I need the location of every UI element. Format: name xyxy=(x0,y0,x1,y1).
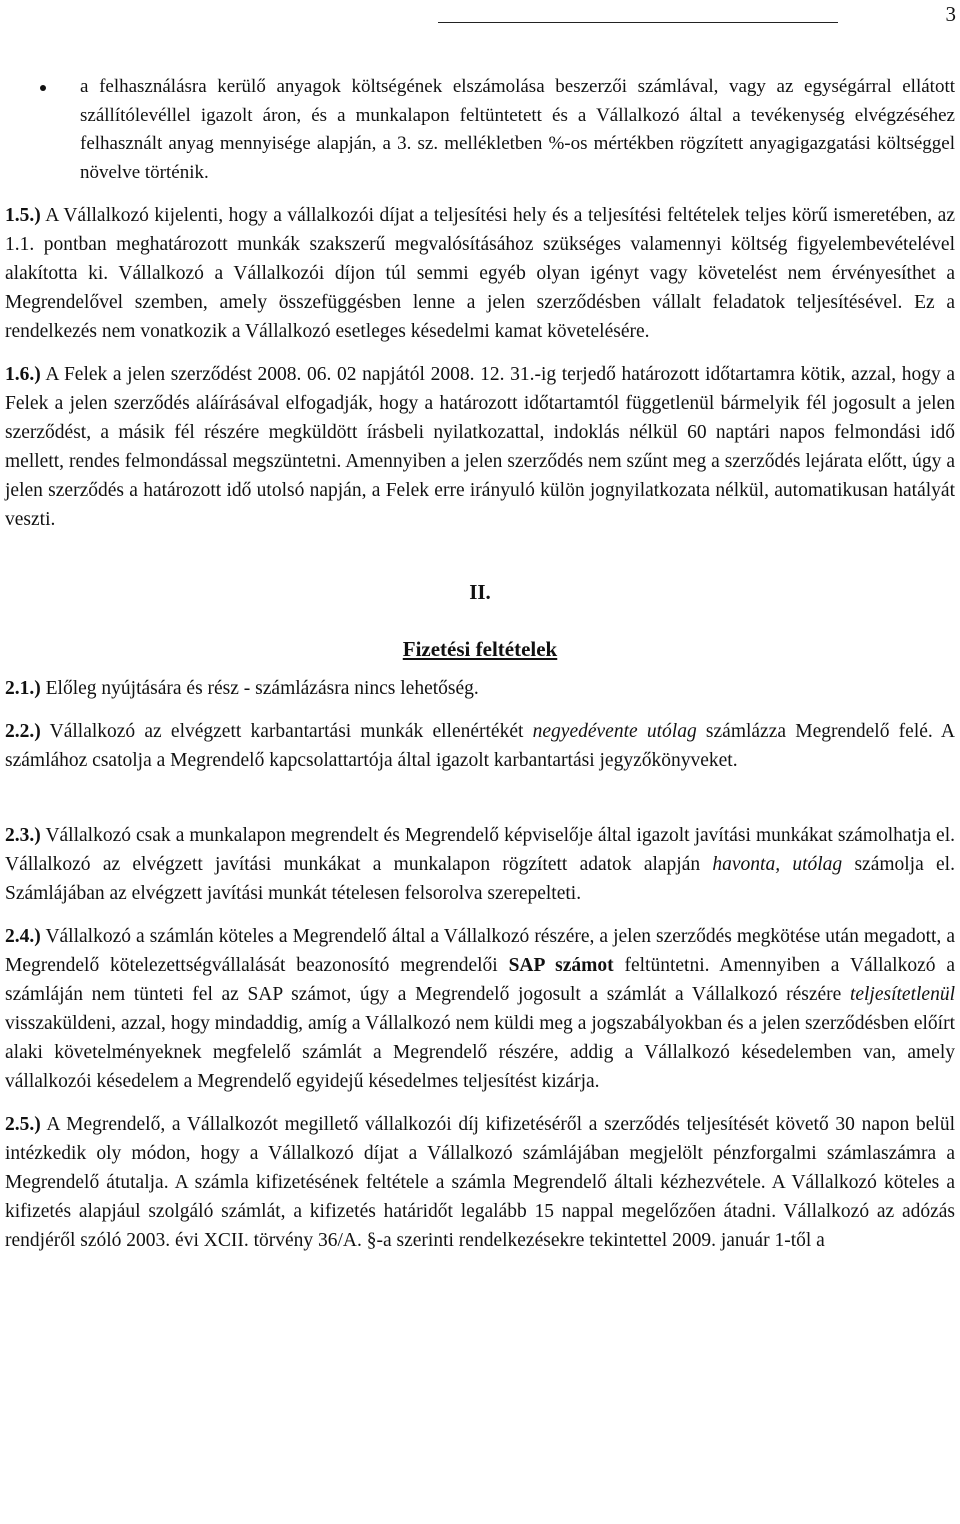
paragraph-text: számolja el. Számlájában az elvégzett javítási munkát tételesen felsorolva szerepelteti. xyxy=(5,854,955,904)
paragraph-number: 1.5.) xyxy=(5,205,41,226)
paragraph-text: Előleg nyújtására és rész - számlázásra nincs lehetőség. xyxy=(45,678,479,699)
paragraph-2-1 xyxy=(5,674,955,703)
bullet-text: a felhasználásra kerülő anyagok költségének elszámolása beszerzői számlával, vagy az egységárral ellátott szállítólevéllel igazolt áron, és a munkalapon feltüntetett és a Vállalkozó által a tevékenység elvégzéséhez felhasznált anyag mennyisége alapján, a 3. sz. mellékletben %-os mértékben rögzített anyagigazgatási költséggel növelve történik. xyxy=(80,76,955,183)
paragraph-text: Vállalkozó csak a munkalapon megrendelt és Megrendelő képviselője által igazolt javítási munkákat számolhatja el. Vállalkozó az elvégzett javítási munkákat a munkalapon rögzített adatok alapján xyxy=(5,825,955,875)
paragraph-2-4 xyxy=(5,922,955,1096)
paragraph-1-6 xyxy=(5,360,955,534)
paragraph-text: visszaküldeni, azzal, hogy mindaddig, amíg a Vállalkozó nem küldi meg a jogszabályokban és a jelen szerződésben előírt alaki követelményeknek megfelelő számlát a Megrendelő részére, addig a Vállalkozó késedelemben van, amely vállalkozói késedelem a Megrendelő egyidejű késedelmes teljesítést kizárja. xyxy=(5,1013,955,1092)
paragraph-text: feltüntetni. Amennyiben a Vállalkozó a számláján nem tünteti fel az SAP számot, úgy a Megrendelő jogosult a számlát a Vállalkozó részére xyxy=(5,955,955,1005)
section-number: II. xyxy=(469,580,491,604)
paragraph-2-3 xyxy=(5,821,955,908)
paragraph-2-5 xyxy=(5,1110,955,1255)
emphasis-text: havonta, utólag xyxy=(712,854,843,875)
emphasis-text: teljesítetlenül xyxy=(849,984,955,1005)
paragraph-text: A Vállalkozó kijelenti, hogy a vállalkozói díjat a teljesítési hely és a teljesítési feltételek teljes körű ismeretében, az 1.1. pontban meghatározott munkák szakszerű megvalósításához szükséges valamennyi költség figyelembevételével alakította ki. Vállalkozó a Vállalkozói díjon túl semmi egyéb olyan igényt vagy követelést nem érvényesíthet a Megrendelővel szemben, amely összefüggésben lenne a jelen szerződésben vállalt feladatok teljesítésével. Ez a rendelkezés nem vonatkozik a Vállalkozó esetleges késedelmi kamat követelésére. xyxy=(5,205,955,342)
emphasis-text: negyedévente utólag xyxy=(532,721,697,742)
paragraph-number: 1.6.) xyxy=(5,364,41,385)
paragraph-text: Vállalkozó a számlán köteles a Megrendelő által a Vállalkozó részére, a jelen szerződés megkötése után megadott, a Megrendelő kötelezettségvállalását beazonosító megrendelői xyxy=(5,926,955,976)
paragraph-number: 2.4.) xyxy=(5,926,41,947)
paragraph-2-2 xyxy=(5,717,955,775)
header-rule xyxy=(438,22,838,23)
paragraph-1-5 xyxy=(5,201,955,346)
paragraph-text: A Felek a jelen szerződést 2008. 06. 02 napjától 2008. 12. 31.-ig terjedő határozott időtartamra kötik, azzal, hogy a Felek a jelen szerződés aláírásával elfogadják, hogy a határozott időtartamtól függetlenül bármelyik fél jogosult a jelen szerződést, a másik fél részére megküldött írásbeli nyilatkozattal, indoklás nélkül 60 naptári napos felmondási idő mellett, rendes felmondással megszüntetni. Amennyiben a jelen szerződés nem szűnt meg a szerződés lejárata előtt, úgy a jelen szerződés a határozott idő utolsó napján, a Felek erre irányuló külön jognyilatkozata nélkül, automatikusan hatályát veszti. xyxy=(5,364,955,530)
bullet-dot-icon xyxy=(40,85,46,91)
paragraph-text: A Megrendelő, a Vállalkozót megillető vállalkozói díj kifizetéséről a szerződés teljesítését követő 30 napon belül intézkedik oly módon, hogy a Vállalkozó díjat a Vállalkozó számlájában megjelölt pénzforgalmi számlaszámra a Megrendelő átutalja. A számla kifizetésének feltétele a számla Megrendelő általi kézhezvétele. A Vállalkozó köteles a kifizetés alapjául szolgáló számlát, a kifizetés határidőt legalább 15 nappal megelőzően átadni. Vállalkozó az adózás rendjéről szóló 2003. évi XCII. törvény 36/A. §-a szerinti rendelkezésekre tekintettel 2009. január 1-től a xyxy=(5,1114,955,1251)
paragraph-number: 2.3.) xyxy=(5,825,41,846)
document-body xyxy=(5,73,955,1269)
paragraph-number: 2.1.) xyxy=(5,678,41,699)
paragraph-text: számlázza Megrendelő felé. A számlához csatolja a Megrendelő kapcsolattartója által igazolt karbantartási jegyzőkönyveket. xyxy=(5,721,955,771)
paragraph-number: 2.5.) xyxy=(5,1114,41,1135)
paragraph-number: 2.2.) xyxy=(5,721,41,742)
section-title: Fizetési feltételek xyxy=(402,637,558,661)
bullet-item xyxy=(5,73,955,187)
paragraph-text: Vállalkozó az elvégzett karbantartási munkák ellenértékét xyxy=(49,721,533,742)
page-number: 3 xyxy=(945,2,956,26)
strong-text: SAP számot xyxy=(508,955,614,976)
